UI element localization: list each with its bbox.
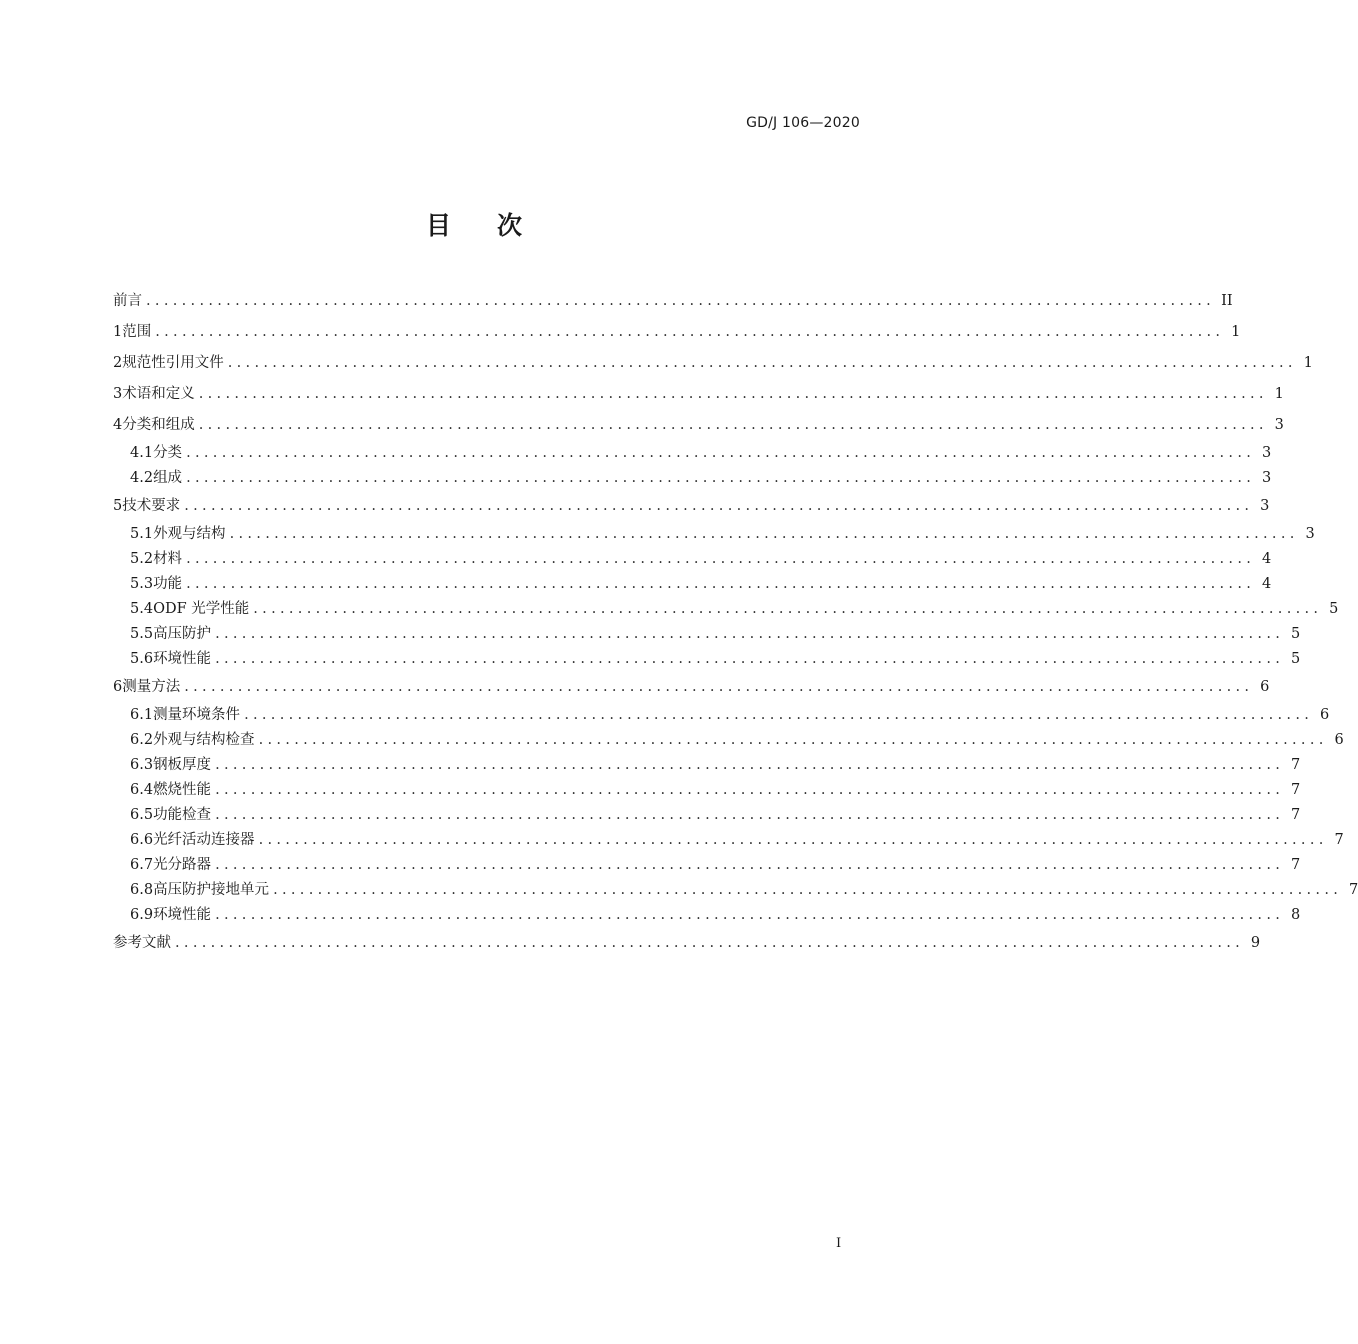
toc-entry-label: 前言 — [113, 293, 142, 309]
toc-entry-label: ODF 光学性能 — [153, 601, 250, 617]
toc-entry-leader-dots: ........................................................................................................................ — [186, 470, 1256, 486]
toc-subentry[interactable] — [113, 778, 1301, 803]
toc-entry-leader-dots: ........................................................................................................................ — [229, 526, 1299, 542]
toc-entry-page: 6 — [1260, 679, 1270, 695]
toc-entry-number: 6.8 — [130, 882, 154, 898]
toc-entry-page: 7 — [1290, 782, 1301, 798]
toc-entry-number: 1 — [113, 324, 123, 340]
toc-entry[interactable] — [113, 928, 1261, 959]
toc-entry[interactable] — [113, 348, 1313, 379]
toc-entry-page: 1 — [1303, 355, 1313, 371]
toc-entry-number: 6.2 — [130, 732, 154, 748]
toc-entry-label: 功能 — [153, 576, 183, 592]
toc-entry-number: 2 — [113, 355, 123, 371]
toc-entry-page: 1 — [1274, 386, 1284, 402]
toc-entry-leader-dots: ........................................................................................................................ — [215, 907, 1285, 923]
toc-subentry[interactable] — [113, 903, 1301, 928]
toc-entry-label: 分类 — [153, 445, 183, 461]
toc-entry-page: 7 — [1290, 757, 1301, 773]
toc-entry-number: 6.7 — [130, 857, 154, 873]
toc-entry-leader-dots: ........................................................................................................................ — [146, 293, 1216, 309]
toc-entry-label: 参考文献 — [113, 935, 171, 951]
toc-entry[interactable] — [113, 317, 1241, 348]
toc-entry-page: 9 — [1250, 935, 1261, 951]
toc-entry-leader-dots: ........................................................................................................................ — [253, 601, 1323, 617]
toc-entry-page: 3 — [1305, 526, 1315, 542]
toc-entry-label: 燃烧性能 — [153, 782, 212, 798]
toc-entry-page: 7 — [1348, 882, 1358, 898]
toc-entry-page: 3 — [1260, 498, 1270, 514]
toc-subentry[interactable] — [113, 647, 1301, 672]
toc-entry[interactable] — [113, 286, 1233, 317]
toc-entry-label: 测量环境条件 — [153, 707, 241, 723]
toc-entry-label: 术语和定义 — [122, 386, 195, 402]
toc-subentry[interactable] — [113, 597, 1339, 622]
toc-entry-label: 环境性能 — [153, 907, 212, 923]
toc-entry-page: 4 — [1261, 576, 1272, 592]
toc-entry-number: 4 — [113, 417, 123, 433]
toc-entry-label: 组成 — [153, 470, 183, 486]
toc-entry-number: 5.5 — [130, 626, 154, 642]
toc-entry-page: II — [1221, 293, 1233, 309]
toc-subentry[interactable] — [113, 622, 1301, 647]
toc-entry-page: 7 — [1334, 832, 1344, 848]
toc-entry-page: 5 — [1329, 601, 1339, 617]
toc-subentry[interactable] — [113, 441, 1272, 466]
toc-entry[interactable] — [113, 672, 1270, 703]
footer-page-number: I — [836, 1236, 842, 1251]
toc-entry-number: 5 — [113, 498, 123, 514]
toc-entry-leader-dots: ........................................................................................................................ — [186, 445, 1256, 461]
toc-entry-leader-dots: ........................................................................................................................ — [273, 882, 1343, 898]
toc-entry-label: 功能检查 — [153, 807, 212, 823]
toc-entry-page: 4 — [1261, 551, 1272, 567]
toc-title-right: 次 — [497, 211, 525, 240]
toc-entry-label: 环境性能 — [153, 651, 212, 667]
toc-subentry[interactable] — [113, 572, 1272, 597]
toc-entry-page: 5 — [1290, 626, 1301, 642]
toc-entry-label: 高压防护 — [153, 626, 212, 642]
toc-entry[interactable] — [113, 491, 1270, 522]
toc-entry-leader-dots: ........................................................................................................................ — [215, 807, 1285, 823]
toc-entry-label: 外观与结构 — [153, 526, 226, 542]
toc-title — [0, 206, 950, 242]
standard-code: GD/J 106—2020 — [746, 115, 860, 131]
toc-entry-label: 规范性引用文件 — [122, 355, 224, 371]
toc-title-left: 目 — [425, 211, 453, 240]
toc-entry-page: 3 — [1261, 470, 1272, 486]
toc-entry-number: 5.4 — [130, 601, 154, 617]
toc-entry-leader-dots: ........................................................................................................................ — [198, 417, 1268, 433]
toc-entry-page: 3 — [1274, 417, 1284, 433]
toc-entry-number: 6.4 — [130, 782, 154, 798]
toc-entry-number: 6.6 — [130, 832, 154, 848]
toc-entry-number: 5.1 — [130, 526, 154, 542]
toc-entry-label: 高压防护接地单元 — [153, 882, 270, 898]
toc-entry-label: 外观与结构检查 — [153, 732, 255, 748]
toc-subentry[interactable] — [113, 828, 1344, 853]
toc-entry-leader-dots: ........................................................................................................................ — [215, 651, 1285, 667]
toc-entry-label: 光分路器 — [153, 857, 212, 873]
toc-entry-label: 测量方法 — [122, 679, 181, 695]
toc-entry-leader-dots: ........................................................................................................................ — [258, 832, 1328, 848]
toc-entry-leader-dots: ........................................................................................................................ — [184, 679, 1254, 695]
toc-entry-number: 6 — [113, 679, 123, 695]
toc-entry-page: 6 — [1334, 732, 1344, 748]
toc-entry-leader-dots: ........................................................................................................................ — [215, 782, 1285, 798]
toc-entry-number: 3 — [113, 386, 123, 402]
toc-entry-number: 5.6 — [130, 651, 154, 667]
toc-entry-leader-dots: ........................................................................................................................ — [186, 576, 1256, 592]
toc-entry-leader-dots: ........................................................................................................................ — [258, 732, 1328, 748]
toc-entry[interactable] — [113, 410, 1284, 441]
table-of-contents — [113, 286, 1358, 959]
toc-entry-label: 范围 — [122, 324, 152, 340]
toc-entry-page: 5 — [1290, 651, 1301, 667]
toc-entry-page: 8 — [1290, 907, 1301, 923]
toc-entry-number: 5.3 — [130, 576, 154, 592]
toc-subentry[interactable] — [113, 853, 1301, 878]
toc-entry-leader-dots: ........................................................................................................................ — [215, 757, 1285, 773]
toc-entry-leader-dots: ........................................................................................................................ — [215, 857, 1285, 873]
toc-subentry[interactable] — [113, 522, 1315, 547]
toc-entry-page: 1 — [1231, 324, 1241, 340]
toc-entry-leader-dots: ........................................................................................................................ — [186, 551, 1256, 567]
toc-entry-leader-dots: ........................................................................................................................ — [184, 498, 1254, 514]
toc-entry-page: 6 — [1319, 707, 1330, 723]
toc-entry-label: 光纤活动连接器 — [153, 832, 255, 848]
toc-entry-page: 3 — [1261, 445, 1272, 461]
toc-subentry[interactable] — [113, 703, 1330, 728]
toc-entry-page: 7 — [1290, 807, 1301, 823]
toc-entry-number: 6.5 — [130, 807, 154, 823]
toc-entry-number: 4.2 — [130, 470, 154, 486]
toc-entry-page: 7 — [1290, 857, 1301, 873]
toc-entry-leader-dots: ........................................................................................................................ — [175, 935, 1245, 951]
toc-subentry[interactable] — [113, 878, 1358, 903]
toc-subentry[interactable] — [113, 728, 1344, 753]
toc-entry-label: 钢板厚度 — [153, 757, 212, 773]
toc-subentry[interactable] — [113, 547, 1272, 572]
toc-entry-label: 分类和组成 — [122, 417, 195, 433]
toc-entry-leader-dots: ........................................................................................................................ — [215, 626, 1285, 642]
toc-subentry[interactable] — [113, 466, 1272, 491]
toc-entry-label: 技术要求 — [122, 498, 181, 514]
toc-entry-number: 4.1 — [130, 445, 154, 461]
toc-entry-leader-dots: ........................................................................................................................ — [198, 386, 1268, 402]
toc-entry-number: 6.1 — [130, 707, 154, 723]
toc-entry-number: 5.2 — [130, 551, 154, 567]
toc-entry-label: 材料 — [153, 551, 183, 567]
toc-entry-number: 6.3 — [130, 757, 154, 773]
toc-entry-leader-dots: ........................................................................................................................ — [244, 707, 1314, 723]
toc-subentry[interactable] — [113, 753, 1301, 778]
toc-entry[interactable] — [113, 379, 1284, 410]
toc-subentry[interactable] — [113, 803, 1301, 828]
toc-entry-number: 6.9 — [130, 907, 154, 923]
toc-entry-leader-dots: ........................................................................................................................ — [155, 324, 1225, 340]
toc-entry-leader-dots: ........................................................................................................................ — [227, 355, 1297, 371]
